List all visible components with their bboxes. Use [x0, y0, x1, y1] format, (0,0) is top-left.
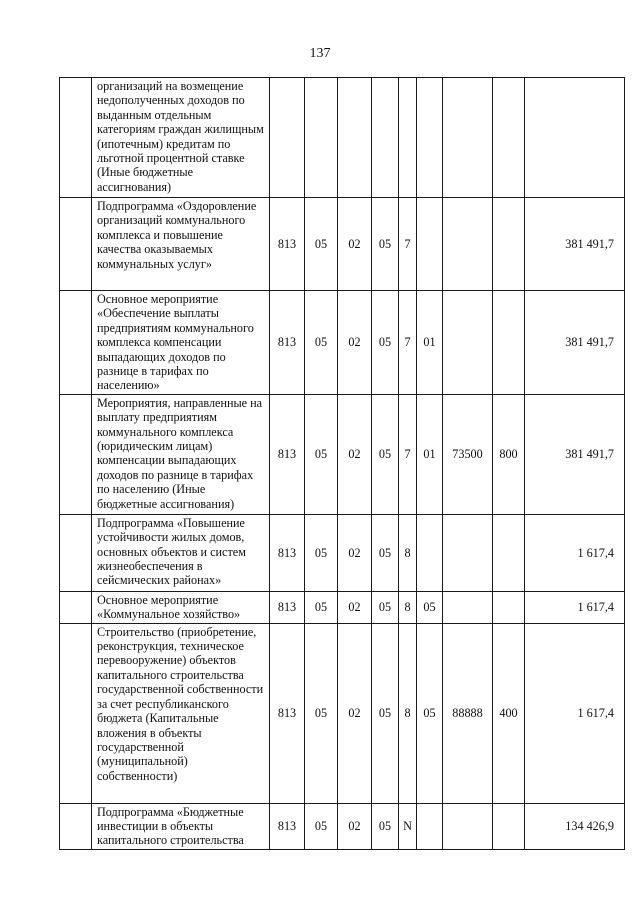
- section-cell: 05: [305, 291, 338, 395]
- ministry-cell: 813: [270, 514, 305, 591]
- name-cell: организаций на возмещение недополученных доходов по выданным отдельным категориям граждан жилищным (ипотечным) кредитам по льготной процентной ставке (Иные бюджетные ассигнования): [92, 78, 270, 198]
- subsection-cell: 02: [338, 291, 372, 395]
- measure-cell: 01: [417, 291, 443, 395]
- name-cell: Основное мероприятие «Коммунальное хозяйство»: [92, 591, 270, 623]
- amount-cell: 1 617,4: [525, 514, 625, 591]
- page-number: 137: [309, 46, 331, 61]
- ministry-cell: 813: [270, 803, 305, 849]
- subprogram-cell: 7: [399, 198, 417, 291]
- section-cell: 05: [305, 623, 338, 803]
- amount-cell: [525, 78, 625, 198]
- empty-cell: [60, 198, 92, 291]
- measure-cell: 05: [417, 591, 443, 623]
- name-cell: Подпрограмма «Бюджетные инвестиции в объекты капитального строительства: [92, 803, 270, 849]
- direction-cell: 73500: [443, 394, 493, 514]
- name-cell: Мероприятия, направленные на выплату предприятиям коммунального комплекса (юридическим лицам) компенсации выпадающих доходов по разнице в тарифах по населению (Иные бюджетные ассигнования): [92, 394, 270, 514]
- program-cell: 05: [372, 591, 399, 623]
- program-cell: 05: [372, 803, 399, 849]
- measure-cell: [417, 514, 443, 591]
- subsection-cell: 02: [338, 803, 372, 849]
- name-cell: Подпрограмма «Повышение устойчивости жилых домов, основных объектов и систем жизнеобеспечения в сейсмических районах»: [92, 514, 270, 591]
- subsection-cell: 02: [338, 394, 372, 514]
- name-cell: Подпрограмма «Оздоровление организаций коммунального комплекса и повышение качества оказываемых коммунальных услуг»: [92, 198, 270, 291]
- subsection-cell: 02: [338, 198, 372, 291]
- section-cell: 05: [305, 198, 338, 291]
- empty-cell: [60, 803, 92, 849]
- subprogram-cell: 8: [399, 591, 417, 623]
- program-cell: 05: [372, 394, 399, 514]
- ministry-cell: 813: [270, 623, 305, 803]
- empty-cell: [60, 591, 92, 623]
- measure-cell: 05: [417, 623, 443, 803]
- program-cell: 05: [372, 514, 399, 591]
- table-row: [60, 198, 625, 291]
- ministry-cell: [270, 78, 305, 198]
- direction-cell: [443, 291, 493, 395]
- subsection-cell: [338, 78, 372, 198]
- expense-type-cell: [493, 591, 525, 623]
- subsection-cell: 02: [338, 514, 372, 591]
- direction-cell: [443, 514, 493, 591]
- expense-type-cell: [493, 291, 525, 395]
- empty-cell: [60, 623, 92, 803]
- expense-type-cell: [493, 198, 525, 291]
- subsection-cell: 02: [338, 591, 372, 623]
- program-cell: 05: [372, 198, 399, 291]
- subprogram-cell: 7: [399, 291, 417, 395]
- expense-type-cell: [493, 78, 525, 198]
- section-cell: 05: [305, 394, 338, 514]
- program-cell: 05: [372, 291, 399, 395]
- amount-cell: 134 426,9: [525, 803, 625, 849]
- ministry-cell: 813: [270, 198, 305, 291]
- program-cell: [372, 78, 399, 198]
- section-cell: 05: [305, 591, 338, 623]
- empty-cell: [60, 514, 92, 591]
- name-cell: Основное мероприятие «Обеспечение выплаты предприятиям коммунального комплекса компенсации выпадающих доходов по разнице в тарифах по населению»: [92, 291, 270, 395]
- budget-table: [59, 77, 625, 850]
- direction-cell: [443, 198, 493, 291]
- table-row: [60, 394, 625, 514]
- measure-cell: [417, 198, 443, 291]
- measure-cell: 01: [417, 394, 443, 514]
- expense-type-cell: 800: [493, 394, 525, 514]
- amount-cell: 1 617,4: [525, 623, 625, 803]
- subprogram-cell: 8: [399, 623, 417, 803]
- name-cell: Строительство (приобретение, реконструкция, техническое перевооружение) объектов капитального строительства государственной собственности за счет республиканского бюджета (Капитальные вложения в объекты государственной (муниципальной) собственности): [92, 623, 270, 803]
- table-row: [60, 623, 625, 803]
- empty-cell: [60, 291, 92, 395]
- direction-cell: [443, 591, 493, 623]
- subprogram-cell: [399, 78, 417, 198]
- ministry-cell: 813: [270, 394, 305, 514]
- direction-cell: [443, 803, 493, 849]
- measure-cell: [417, 803, 443, 849]
- empty-cell: [60, 394, 92, 514]
- table-row: [60, 291, 625, 395]
- section-cell: [305, 78, 338, 198]
- subprogram-cell: 7: [399, 394, 417, 514]
- table-row: [60, 514, 625, 591]
- ministry-cell: 813: [270, 291, 305, 395]
- table-row: [60, 78, 625, 198]
- amount-cell: 381 491,7: [525, 198, 625, 291]
- program-cell: 05: [372, 623, 399, 803]
- subprogram-cell: 8: [399, 514, 417, 591]
- amount-cell: 381 491,7: [525, 394, 625, 514]
- subprogram-cell: N: [399, 803, 417, 849]
- amount-cell: 1 617,4: [525, 591, 625, 623]
- empty-cell: [60, 78, 92, 198]
- ministry-cell: 813: [270, 591, 305, 623]
- table-row: [60, 803, 625, 849]
- table-row: [60, 591, 625, 623]
- subsection-cell: 02: [338, 623, 372, 803]
- expense-type-cell: [493, 514, 525, 591]
- measure-cell: [417, 78, 443, 198]
- amount-cell: 381 491,7: [525, 291, 625, 395]
- expense-type-cell: [493, 803, 525, 849]
- direction-cell: [443, 78, 493, 198]
- section-cell: 05: [305, 803, 338, 849]
- expense-type-cell: 400: [493, 623, 525, 803]
- direction-cell: 88888: [443, 623, 493, 803]
- section-cell: 05: [305, 514, 338, 591]
